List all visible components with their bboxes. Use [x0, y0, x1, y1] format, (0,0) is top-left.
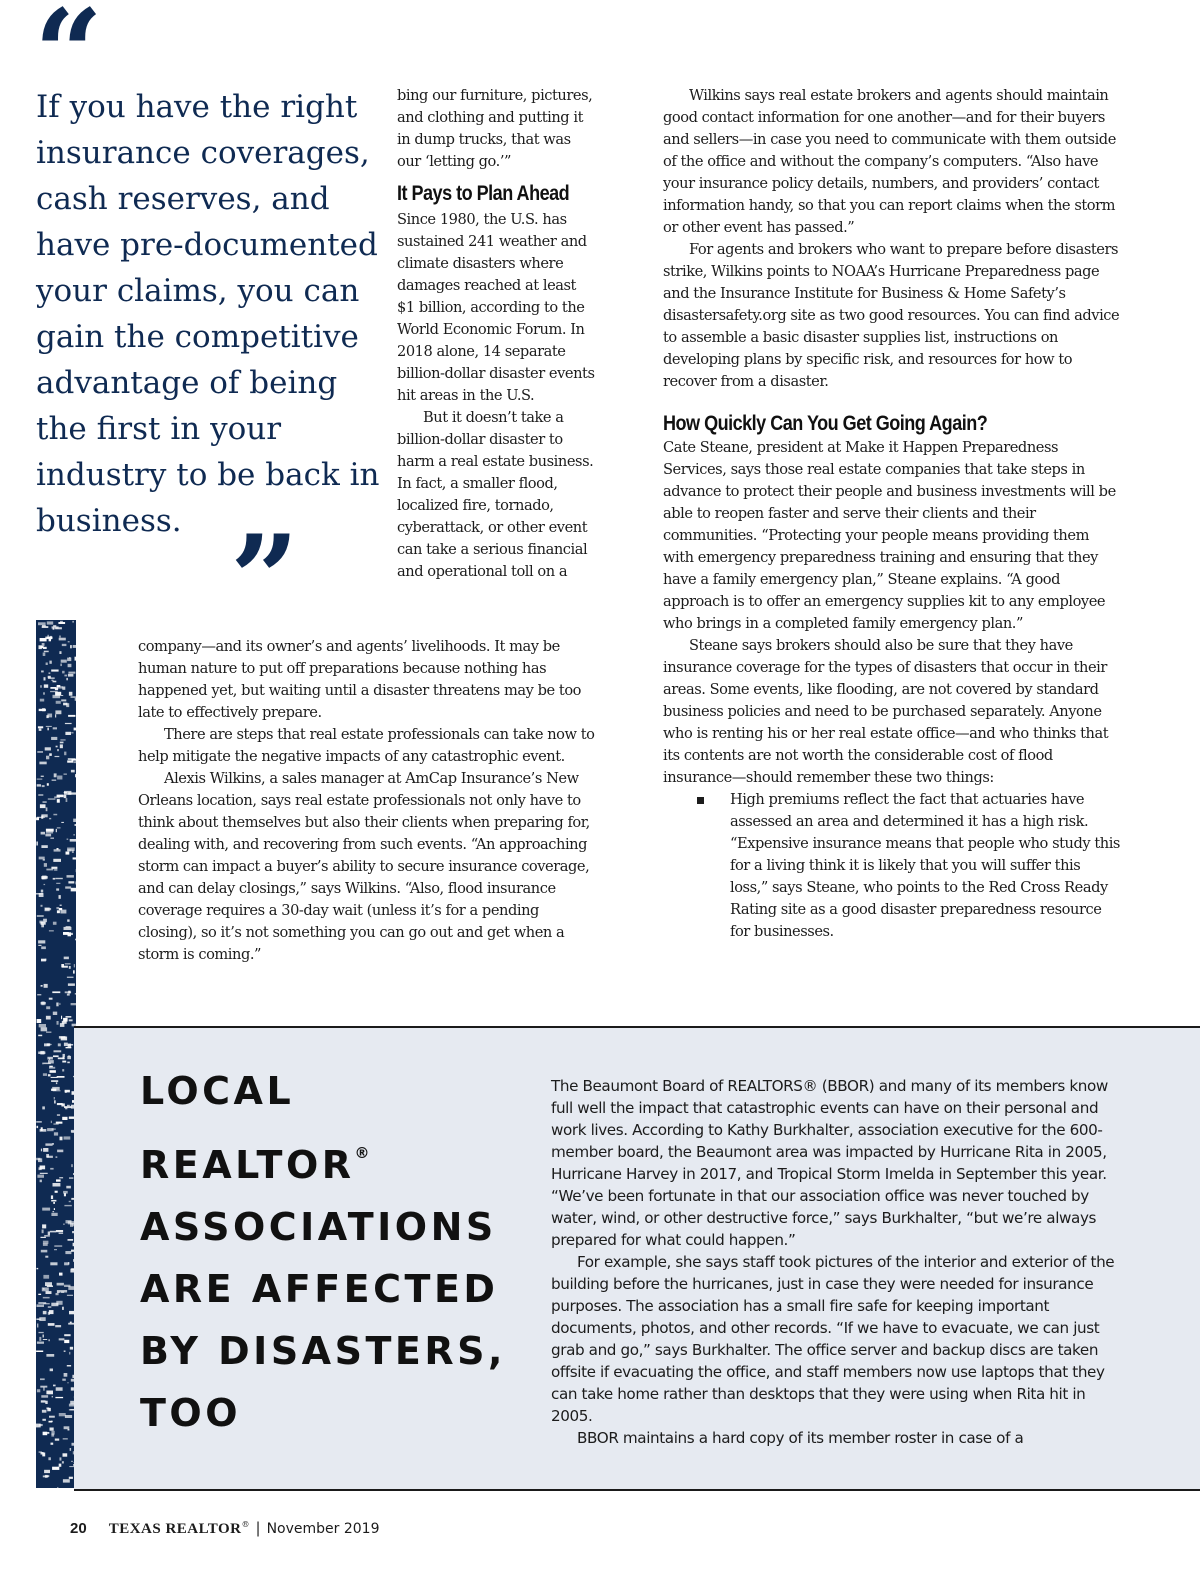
- paragraph: Since 1980, the U.S. has sustained 241 weather and climate disasters where damages reached at least $1 billion, according to the World Economic Forum. In 2018 alone, 14 separate billion-dollar disaster events hit areas in the U.S.: [397, 211, 595, 404]
- article-column-right: [663, 85, 1121, 943]
- page-footer: [70, 1514, 379, 1540]
- article-column-narrow: [397, 85, 597, 583]
- paragraph: bing our furniture, pictures, and clothing and putting it in dump trucks, that was our ‘letting go.’”: [397, 87, 593, 170]
- sidebar-title-line1: LOCAL REALTOR: [140, 1069, 355, 1187]
- open-quote-mark: “: [34, 0, 104, 124]
- paragraph: BBOR maintains a hard copy of its member roster in case of a: [577, 1429, 1024, 1447]
- heading-get-going: How Quickly Can You Get Going Again?: [663, 412, 988, 435]
- bullet-item: [663, 789, 1121, 943]
- paragraph: company—and its owner’s and agents’ livelihoods. It may be human nature to put off preparations because nothing has happened yet, but waiting until a disaster threatens may be too late to effectively prepare.: [138, 638, 581, 721]
- paragraph: Wilkins says real estate brokers and agents should maintain good contact information for one another—and for their buyers and sellers—in case you need to communicate with them outside of the office and without the company’s computers. “Also have your insurance policy details, numbers, and providers’ contact information handy, so that you can report claims when the storm or other event has passed.”: [663, 87, 1116, 236]
- sidebar-title: [140, 1060, 530, 1444]
- paragraph: There are steps that real estate professionals can take now to help mitigate the negative impacts of any catastrophic event.: [138, 726, 595, 765]
- paragraph: For example, she says staff took pictures of the interior and exterior of the building before the hurricanes, just in case they were needed for insurance purposes. The association has a small fire safe for keeping important documents, photos, and other records. “If we have to evacuate, we can just grab and go,” says Burkhalter. The office server and backup discs are taken offsite if evacuating the office, and staff members now use laptops that they can take home rather than desktops that they were using when Rita hit in 2005.: [551, 1253, 1115, 1425]
- paragraph: The Beaumont Board of REALTORS® (BBOR) and many of its members know full well the impact that catastrophic events can have on their personal and work lives. According to Kathy Burkhalter, association executive for the 600-member board, the Beaumont area was impacted by Hurricane Rita in 2005, Hurricane Harvey in 2017, and Tropical Storm Imelda in September this year. “We’ve been fortunate in that our association office was never touched by water, wind, or other destructive force,” says Burkhalter, “but we’re always prepared for what could happen.”: [551, 1077, 1108, 1249]
- issue-date: November 2019: [266, 1521, 380, 1537]
- pull-quote: If you have the right insurance coverages, cash reserves, and have pre-documented your claims, you can gain the competitive advantage of being the first in your industry to be back in business.: [36, 89, 380, 539]
- bullet-square-icon: [697, 797, 704, 804]
- paragraph: For agents and brokers who want to prepare before disasters strike, Wilkins points to NOAA’s Hurricane Preparedness page and the Insurance Institute for Business & Home Safety’s disastersafety.org site as two good resources. You can find advice to assemble a basic disaster supplies list, instructions on developing plans by specific risk, and resources for how to recover from a disaster.: [663, 241, 1120, 390]
- article-column-wide: [138, 636, 600, 966]
- paragraph: Steane says brokers should also be sure that they have insurance coverage for the types of disasters that occur in their areas. Some events, like flooding, are not covered by standard business policies and need to be purchased separately. Anyone who is renting his or her real estate office—and who thinks that its contents are not worth the considerable cost of flood insurance—should remember these two things:: [663, 637, 1109, 786]
- sidebar-title-rest: ASSOCIATIONS ARE AFFECTED BY DISASTERS, TOO: [140, 1205, 506, 1435]
- close-quote-mark: ”: [230, 509, 300, 650]
- registered-mark: ®: [354, 1144, 370, 1162]
- footer-separator: |: [255, 1519, 261, 1537]
- paragraph: But it doesn’t take a billion-dollar disaster to harm a real estate business. In fact, a smaller flood, localized fire, tornado, cyberattack, or other event can take a serious financial and operational toll on a: [397, 409, 594, 580]
- bullet-text: High premiums reflect the fact that actuaries have assessed an area and determined it has a high risk. “Expensive insurance means that people who study this for a living think it is likely that you will suffer this loss,” says Steane, who points to the Red Cross Ready Rating site as a good disaster preparedness resource for businesses.: [730, 791, 1120, 940]
- sidebar-text: [551, 1075, 1126, 1449]
- heading-plan-ahead: It Pays to Plan Ahead: [397, 182, 570, 205]
- page-number: 20: [70, 1520, 87, 1537]
- paragraph: Cate Steane, president at Make it Happen Preparedness Services, says those real estate companies that take steps in advance to protect their people and business investments will be able to reopen faster and serve their clients and their communities. “Protecting your people means providing them with emergency preparedness training and ensuring that they have a family emergency plan,” Steane explains. “A good approach is to offer an emergency supplies kit to any employee who brings in a completed family emergency plan.”: [663, 439, 1116, 632]
- magazine-registered-mark: ®: [241, 1520, 250, 1529]
- decorative-texture-bar: [36, 620, 76, 1488]
- magazine-name: TEXAS REALTOR: [108, 1521, 242, 1537]
- paragraph: Alexis Wilkins, a sales manager at AmCap Insurance’s New Orleans location, says real estate professionals not only have to think about themselves but also their clients when preparing for, dealing with, and recovering from such events. “An approaching storm can impact a buyer’s ability to secure insurance coverage, and can delay closings,” says Wilkins. “Also, flood insurance coverage requires a 30-day wait (unless it’s for a pending closing), so it’s not something you can go out and get when a storm is coming.”: [138, 770, 590, 963]
